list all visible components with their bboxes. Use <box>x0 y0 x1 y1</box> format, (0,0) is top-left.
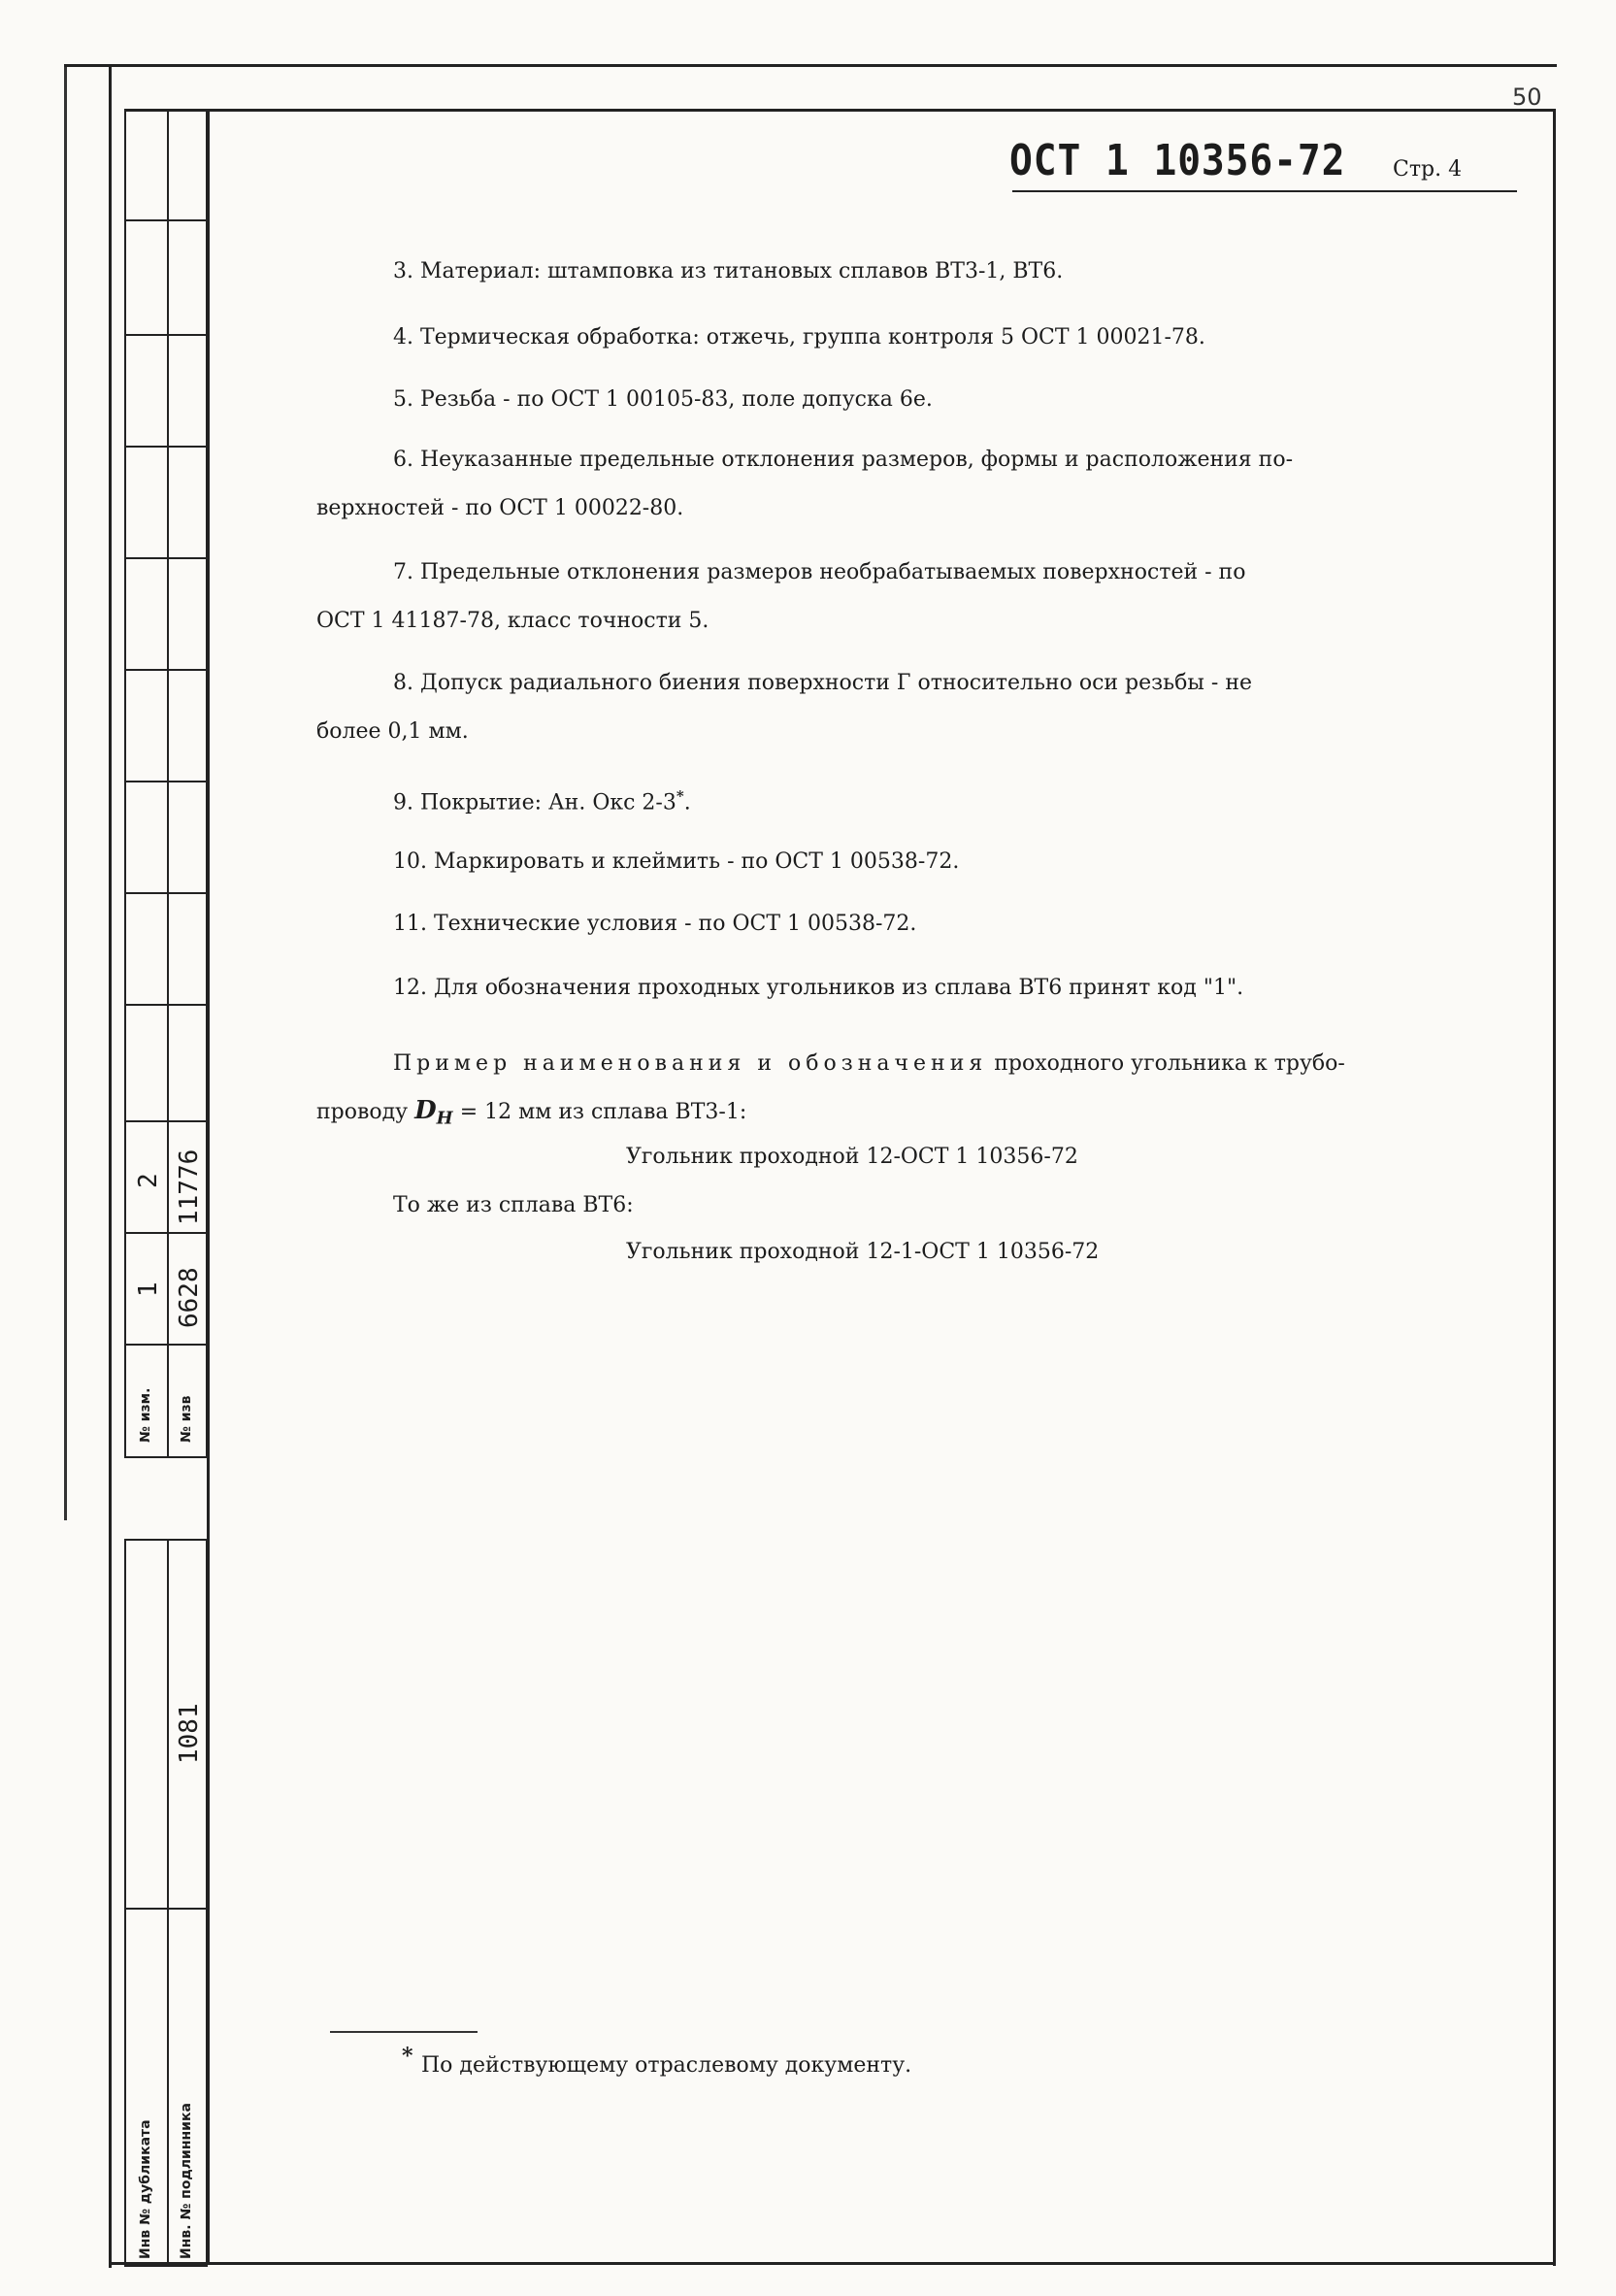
paragraph-7-line-1: 7. Предельные отклонения размеров необрабатываемых поверхностей - по <box>393 560 1246 584</box>
footnote-text: По действующему отраслевому документу. <box>421 2053 912 2078</box>
stamp-column-divider <box>167 111 169 1456</box>
example-line-1-rest: проходного угольника к трубо- <box>994 1051 1345 1076</box>
izm-label: № изм. <box>138 1387 153 1443</box>
stamp-row-line <box>126 669 206 671</box>
frame-bottom-line <box>109 2262 1556 2265</box>
header-underline <box>1012 190 1517 192</box>
izv-label: № изв <box>179 1395 194 1443</box>
frame-top-inner-line <box>124 109 1556 112</box>
paragraph-5: 5. Резьба - по ОСТ 1 00105-83, поле допуска 6е. <box>393 387 933 412</box>
nominal-diameter-subscript: Н <box>436 1108 453 1129</box>
paragraph-11: 11. Технические условия - по ОСТ 1 00538-72. <box>393 912 917 936</box>
paragraph-9 <box>393 769 691 830</box>
sheet-number: 50 <box>1512 83 1542 111</box>
paragraph-10: 10. Маркировать и клеймить - по ОСТ 1 00538-72. <box>393 849 960 874</box>
stamp-row-line <box>126 1120 206 1122</box>
revision-stamp <box>124 109 208 1458</box>
example-line-2-start: проводу <box>316 1100 409 1124</box>
stamp-row-line <box>126 892 206 894</box>
stamp-row-line <box>126 1344 206 1346</box>
paragraph-4: 4. Термическая обработка: отжечь, группа контроля 5 ОСТ 1 00021-78. <box>393 325 1205 349</box>
inv-dubl-label: Инв № дубликата <box>138 2119 153 2259</box>
frame-right-line <box>1553 109 1556 2266</box>
stamp-row-line <box>126 219 206 221</box>
inv-podl-value: 1081 <box>175 1703 204 1764</box>
designation-1: Угольник проходной 12-ОСТ 1 10356-72 <box>626 1145 1078 1169</box>
footnote-reference: * <box>676 787 684 805</box>
stamp-row-line <box>126 1232 206 1234</box>
paragraph-6-line-2: верхностей - по ОСТ 1 00022-80. <box>316 496 684 520</box>
paragraph-7-line-2: ОСТ 1 41187-78, класс точности 5. <box>316 609 709 633</box>
frame-left-line <box>109 64 112 2268</box>
izm-value-2: 2 <box>134 1173 163 1188</box>
paragraph-9-end: . <box>683 790 691 815</box>
example-line-2-rest: = 12 мм из сплава ВТ3-1: <box>459 1100 747 1124</box>
izv-value-1: 6628 <box>175 1267 204 1328</box>
stamp-row-line <box>126 334 206 336</box>
footnote-separator <box>330 2031 478 2033</box>
paragraph-3: 3. Материал: штамповка из титановых сплавов ВТ3-1, ВТ6. <box>393 259 1064 283</box>
paragraph-6-line-1: 6. Неуказанные предельные отклонения размеров, формы и расположения по- <box>393 448 1293 472</box>
footnote-mark: * <box>402 2044 413 2069</box>
stamp-row-line <box>126 781 206 782</box>
stamp-row-line <box>126 446 206 448</box>
stamp-row-line <box>126 1004 206 1006</box>
example-title: Пример наименования и обозначения <box>393 1051 988 1076</box>
nominal-diameter-symbol: D <box>414 1096 437 1125</box>
izm-value-1: 1 <box>134 1281 163 1297</box>
designation-2: Угольник проходной 12-1-ОСТ 1 10356-72 <box>626 1240 1100 1264</box>
izv-value-2: 11776 <box>175 1148 204 1225</box>
paragraph-12: 12. Для обозначения проходных угольников из сплава ВТ6 принят код "1". <box>393 976 1244 1000</box>
stamp-column-divider <box>167 1541 169 2265</box>
frame-stub-line <box>64 64 67 1520</box>
stamp-row-line <box>126 1908 206 1910</box>
paragraph-9-text: 9. Покрытие: Ан. Окс 2-3 <box>393 790 676 815</box>
inventory-stamp <box>124 1539 208 2267</box>
paragraph-8-line-1: 8. Допуск радиального биения поверхности Г относительно оси резьбы - не <box>393 671 1252 695</box>
paragraph-8-line-2: более 0,1 мм. <box>316 719 469 744</box>
frame-top-line <box>64 64 1557 67</box>
page-label: Стр. 4 <box>1393 157 1463 182</box>
stamp-row-line <box>126 557 206 559</box>
document-code: ОСТ 1 10356-72 <box>1009 136 1346 185</box>
same-from-alloy: То же из сплава ВТ6: <box>393 1193 634 1217</box>
inv-podl-label: Инв. № подлинника <box>179 2103 194 2259</box>
